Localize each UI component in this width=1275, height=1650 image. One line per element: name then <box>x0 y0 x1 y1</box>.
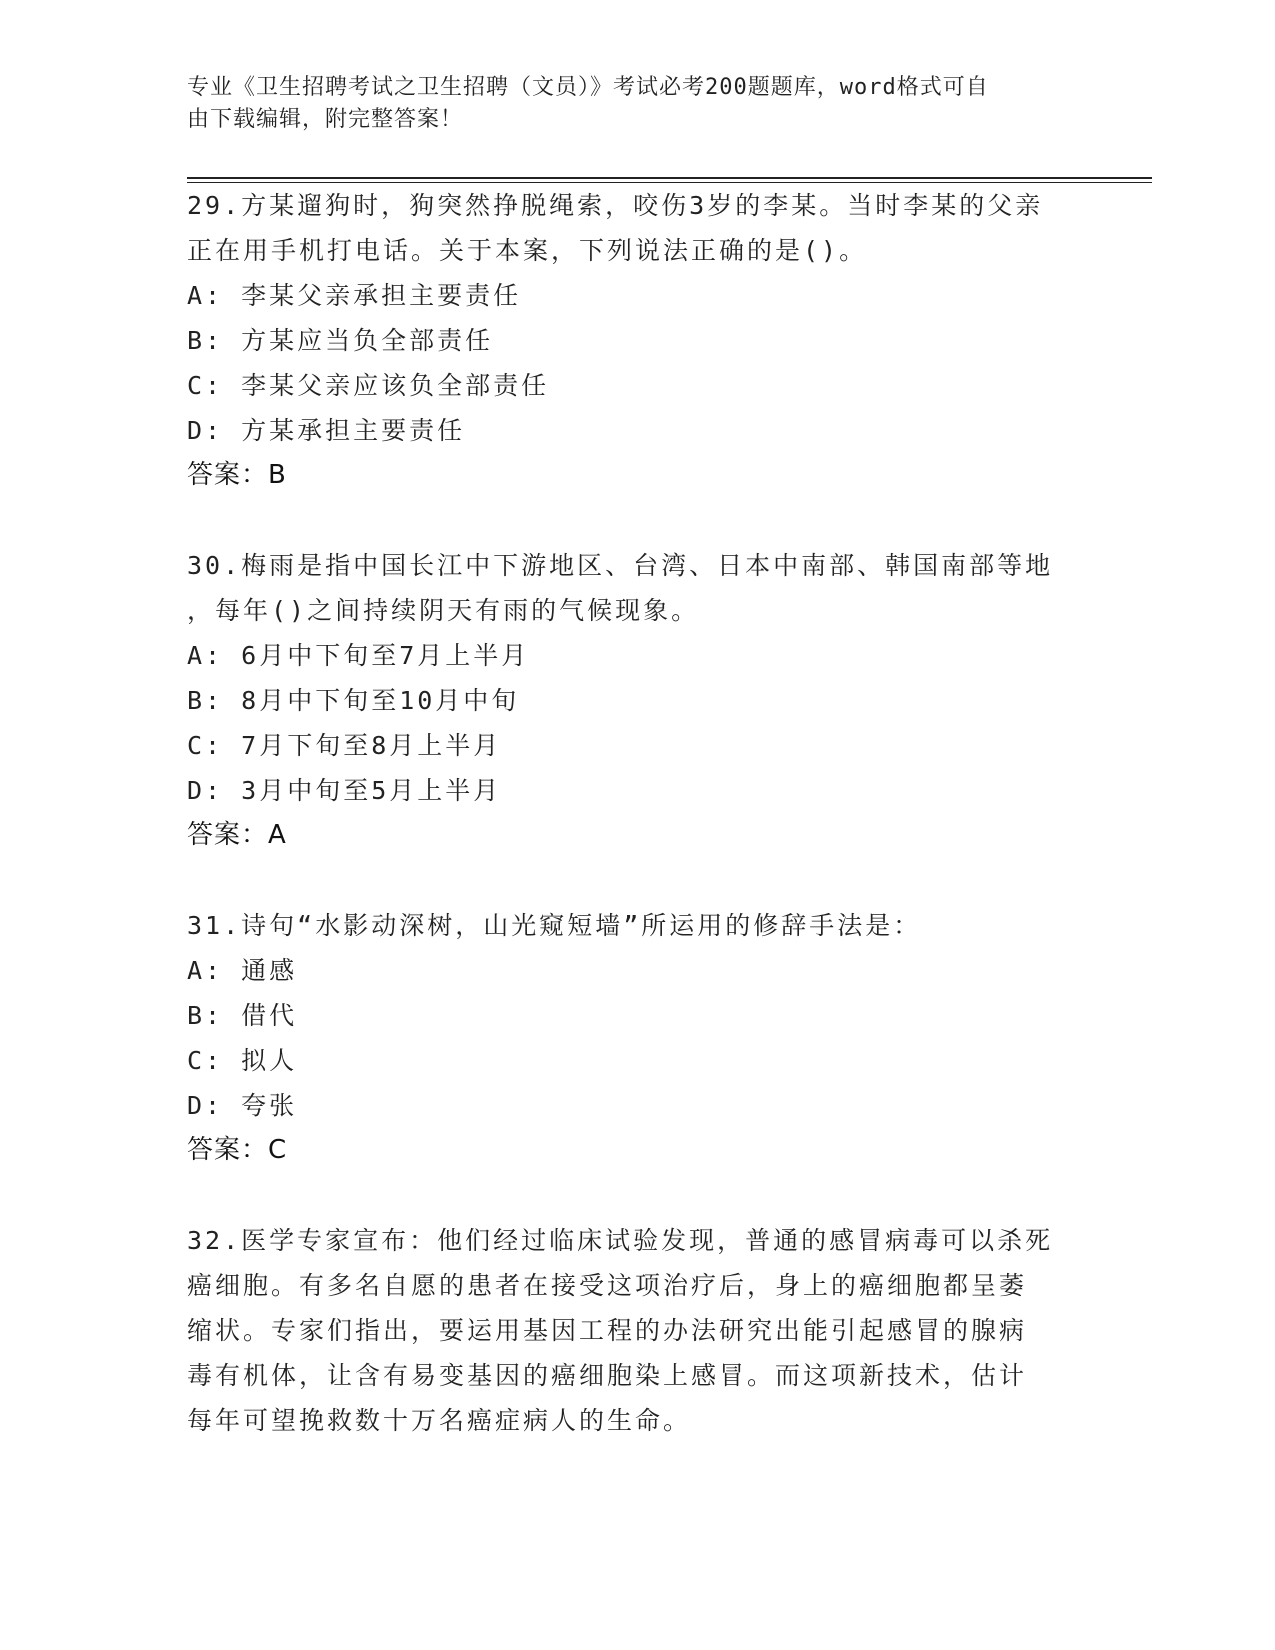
question-29-line-1: 29.方某遛狗时，狗突然挣脱绳索，咬伤3岁的李某。当时李某的父亲 <box>187 191 1044 220</box>
question-30-answer: 答案：A <box>187 820 287 850</box>
question-29-line-2: 正在用手机打电话。关于本案，下列说法正确的是()。 <box>187 236 868 265</box>
question-32 <box>187 1218 1087 1443</box>
question-32-line-2: 癌细胞。有多名自愿的患者在接受这项治疗后，身上的癌细胞都呈萎 <box>187 1271 1028 1300</box>
question-31-option-b: B: 借代 <box>187 1001 298 1030</box>
question-gap <box>187 498 1087 543</box>
question-30 <box>187 543 1087 858</box>
question-30-option-c: C: 7月下旬至8月上半月 <box>187 731 502 760</box>
document-header <box>187 72 1067 136</box>
question-29-option-a: A: 李某父亲承担主要责任 <box>187 281 522 310</box>
header-divider-thick <box>187 177 1152 179</box>
question-29-answer: 答案：B <box>187 460 287 490</box>
question-32-line-1: 32.医学专家宣布：他们经过临床试验发现，普通的感冒病毒可以杀死 <box>187 1226 1054 1255</box>
question-30-option-d: D: 3月中旬至5月上半月 <box>187 776 502 805</box>
question-29-option-c: C: 李某父亲应该负全部责任 <box>187 371 550 400</box>
question-30-line-2: ，每年()之间持续阴天有雨的气候现象。 <box>187 596 700 625</box>
question-29 <box>187 183 1087 498</box>
question-30-line-1: 30.梅雨是指中国长江中下游地区、台湾、日本中南部、韩国南部等地 <box>187 551 1054 580</box>
question-32-line-4: 毒有机体，让含有易变基因的癌细胞染上感冒。而这项新技术，估计 <box>187 1361 1028 1390</box>
question-list <box>187 183 1087 1443</box>
question-32-line-3: 缩状。专家们指出，要运用基因工程的办法研究出能引起感冒的腺病 <box>187 1316 1028 1345</box>
question-31-option-c: C: 拟人 <box>187 1046 298 1075</box>
question-gap <box>187 1173 1087 1218</box>
header-line-2: 由下载编辑，附完整答案！ <box>187 107 464 132</box>
question-29-option-b: B: 方某应当负全部责任 <box>187 326 494 355</box>
question-30-option-b: B: 8月中下旬至10月中旬 <box>187 686 520 715</box>
question-29-option-d: D: 方某承担主要责任 <box>187 416 466 445</box>
header-line-1: 专业《卫生招聘考试之卫生招聘（文员）》考试必考200题题库，word格式可自 <box>187 75 989 100</box>
question-31-option-a: A: 通感 <box>187 956 298 985</box>
question-30-option-a: A: 6月中下旬至7月上半月 <box>187 641 530 670</box>
question-31-answer: 答案：C <box>187 1135 288 1165</box>
question-32-line-5: 每年可望挽救数十万名癌症病人的生命。 <box>187 1406 692 1435</box>
question-31-option-d: D: 夸张 <box>187 1091 298 1120</box>
question-gap <box>187 858 1087 903</box>
question-31-line-1: 31.诗句“水影动深树，山光窥短墙”所运用的修辞手法是： <box>187 911 922 940</box>
question-31 <box>187 903 1087 1173</box>
